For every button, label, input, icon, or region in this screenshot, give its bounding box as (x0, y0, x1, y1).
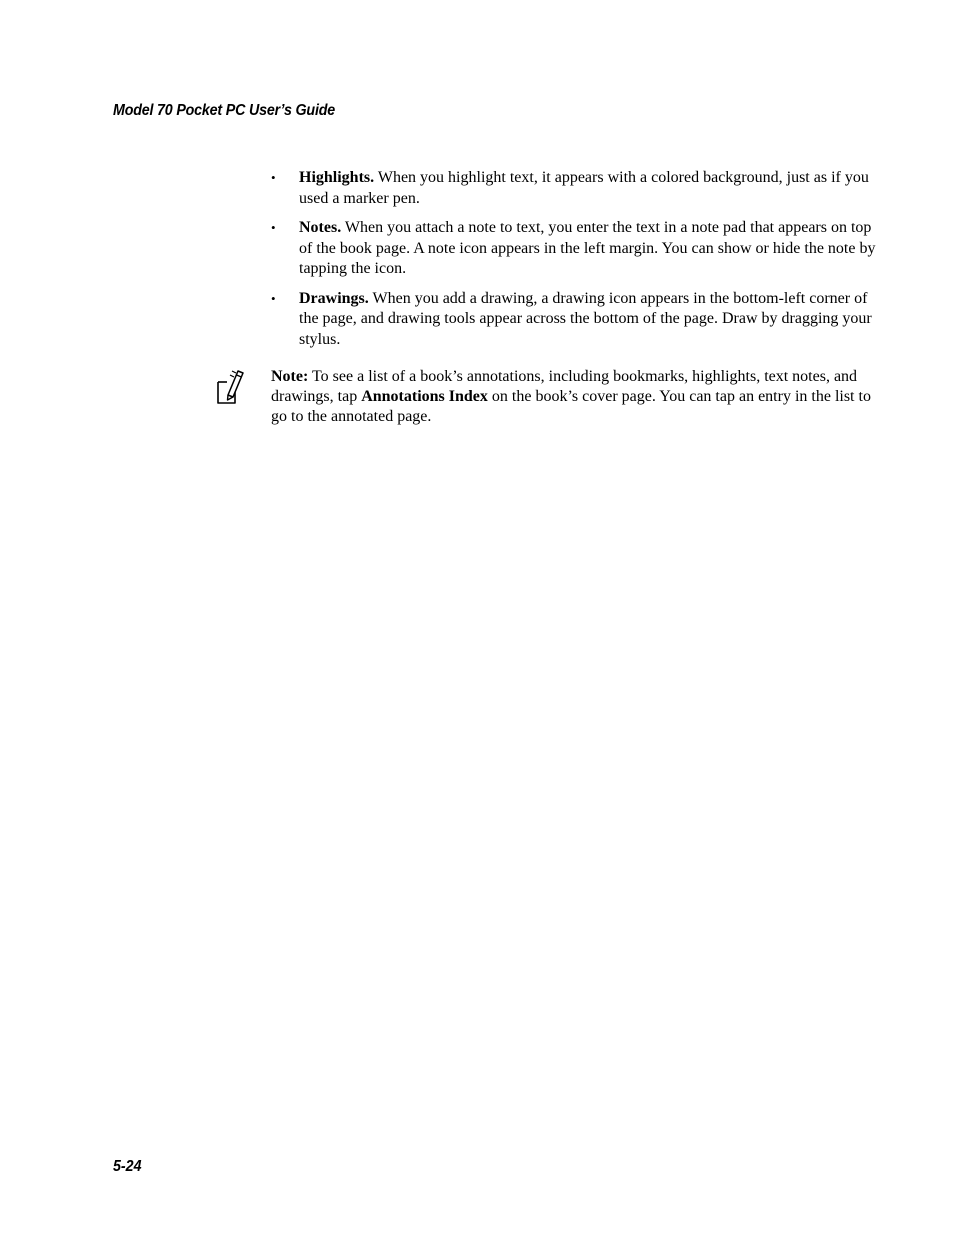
annotations-index-term: Annotations Index (361, 388, 488, 405)
note-label: Note: (271, 368, 309, 385)
list-item-notes (270, 218, 882, 280)
bullet-text: When you add a drawing, a drawing icon appears in the bottom-left corner of the page, and drawing tools appear across the bottom of the page. Draw by dragging your stylus. (299, 289, 872, 348)
running-header: Model 70 Pocket PC User’s Guide (113, 102, 336, 119)
bullet-term: Highlights. (299, 169, 375, 186)
list-item-highlights (270, 168, 882, 209)
page-number: 5-24 (113, 1158, 142, 1175)
list-item-drawings (270, 289, 882, 351)
bullet-marker: • (271, 170, 276, 185)
note-pencil-icon (215, 367, 245, 405)
bullet-term: Notes. (299, 219, 342, 236)
annotation-types-list (270, 168, 882, 359)
note-callout (215, 367, 883, 427)
bullet-text: When you highlight text, it appears with a colored background, just as if you used a marker pen. (299, 169, 869, 207)
note-text-before: To see a list of a book’s annotations, including bookmarks, highlights, text notes, and drawings, tap (271, 368, 858, 405)
bullet-marker: • (271, 220, 276, 235)
bullet-text: When you attach a note to text, you enter the text in a note pad that appears on top of the book page. A note icon appears in the left margin. You can show or hide the note by tapping the icon. (299, 219, 876, 277)
note-text (271, 367, 883, 427)
note-text-after: on the book’s cover page. You can tap an entry in the list to go to the annotated page. (271, 388, 871, 425)
bullet-term: Drawings. (299, 289, 369, 307)
bullet-marker: • (271, 290, 276, 306)
